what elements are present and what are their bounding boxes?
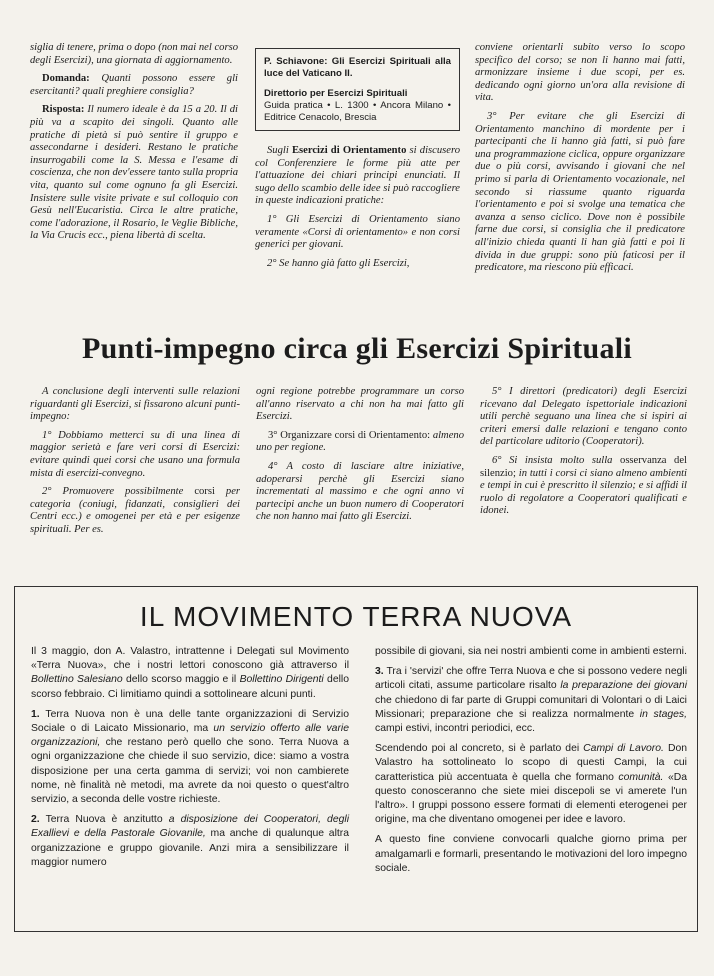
- tn-point-2-number: 2.: [31, 814, 40, 826]
- tn-intro-e: dello scorso febbraio. Ci limitiamo quindi a sottolineare alcuni punti.: [31, 674, 350, 700]
- commitment-5: 5° I direttori (predicatori) degli Esercizi ricevano dal Delegato ispettoriale indicazioni utili perchè seguano una linea che si ispiri ai criteri emersi dalle relazioni e tengano conto del particolare uditorio (Cooperatori).: [480, 386, 687, 448]
- tn-point-3-e: campi estivi, incontri periodici, ecc.: [375, 723, 535, 735]
- tn-point-2-a: Terra Nuova è anzitutto: [45, 814, 163, 826]
- answer-label: Risposta:: [42, 104, 85, 116]
- book-title: P. Schiavone: Gli Esercizi Spirituali alla luce del Vaticano II.: [264, 56, 451, 79]
- tn-intro-a: Il 3 maggio, don A. Valastro, intrattenne i Delegati sul Movimento «Terra Nuova», che i nostri lettori conoscono già attraverso il: [31, 646, 349, 672]
- answer-paragraph: [30, 104, 238, 243]
- tn-point-3-c: che chiedono di far parte di Gruppi comunitari di Volontari o di Laici Missionari; preparazione che si realizza normalmente: [375, 694, 687, 720]
- commitment-2-lead: 2° Promuovere possibilmente: [42, 486, 184, 498]
- commitment-3-lead: 3° Organizzare corsi di Orientamento:: [268, 429, 431, 441]
- commitment-6: [480, 455, 687, 518]
- tn-intro-b: Bollettino Salesiano: [31, 674, 123, 686]
- tn-intro: [31, 645, 349, 702]
- orientation-intro-lead: Sugli: [267, 145, 289, 156]
- tn-point-3: [375, 665, 687, 736]
- question-label: Domanda:: [42, 73, 90, 85]
- section-headline: Punti-impegno circa gli Esercizi Spirituali: [81, 332, 633, 365]
- tn-intro-c: dello scorso maggio e il: [126, 674, 237, 686]
- tn-point-1-c: che restano però quello che sono. Terra Nuova a ogni organizzazione che chiede il suo servizio, dice: siamo a vostra disposizione per una certa gamma di servizi; voi non cambierete nome, nè finalità nè metodi, ma avrete da noi questo o quest'altro servizio, a seconda delle vostre richieste.: [31, 737, 349, 806]
- top-column-2: [255, 48, 460, 276]
- tn-point-1-number: 1.: [31, 708, 40, 720]
- tn-point-2: [31, 813, 349, 870]
- commitment-3: [256, 430, 464, 455]
- tn-intro-d: Bollettino Dirigenti: [239, 674, 324, 686]
- tn-point-1-b: un servizio offerto alle varie organizzazioni,: [31, 723, 349, 749]
- tn-point-3-number: 3.: [375, 666, 384, 678]
- terra-nuova-box: [14, 586, 698, 932]
- tn-conclusion: A questo fine conviene convocarli qualche giorno prima per amalgamarli e formarli, presentando le motivazioni del loro impegno sociale.: [375, 834, 687, 874]
- tn-point-3-d: in stages,: [639, 708, 687, 720]
- tn-work-camps: [375, 742, 687, 827]
- commitment-2-cont: ogni regione potrebbe programmare un corso all'anno riservato a chi non ha mai fatto gli Esercizi.: [256, 386, 464, 423]
- commitment-3-rest: almeno uno per regione.: [256, 429, 464, 454]
- book-reference-box: [255, 48, 460, 131]
- tn-work-camps-e: «Da questo conosceranno che siete miei discepoli se vi amerete l'un l'altro». I gruppi possono essere formati di elementi eterogenei per origine, ma che diventano omogenei per idee e lavoro.: [375, 771, 688, 826]
- mid-column-1: [30, 386, 240, 543]
- terra-nuova-title: IL MOVIMENTO TERRA NUOVA: [139, 601, 573, 632]
- tn-work-camps-c: Don Valastro ha sottolineato lo scopo di questi Campi, la cui caratteristica più accentuata è quella che formano: [375, 743, 687, 783]
- orientation-intro: [255, 145, 460, 208]
- commitment-6-lead: 6° Si insista molto sulla: [492, 454, 613, 466]
- answer-text: Il numero ideale è da 15 a 20. Il di più va a scapito dei singoli. Quanto alle pratiche di pietà si può sentire il gruppo e assecondarne i desideri. Restano le pratiche insurrogabili come la S. Messa e l'esame di coscienza, che non dev'essere tanto sulla propria vita, quanto sul come ognuno fa gli Esercizi. Insistere sulle visite private e sul colloquio con Gesù nell'Eucaristia. Circa le altre pratiche, come l'adorazione, il Rosario, le Veglie Bibliche, la Via Crucis ecc., piena libertà di scelta.: [30, 104, 238, 242]
- tn-work-camps-a: Scendendo poi al concreto, si è parlato dei: [375, 743, 580, 755]
- mid-column-3: [480, 386, 687, 524]
- tn-point-1: [31, 708, 349, 807]
- commitment-4: 4° A costo di lasciare altre iniziative, adoperarsi perchè gli Esercizi siano incrementati al massimo e che ogni anno vi partecipi anche un buon numero di Cooperatori che non hanno mai fatto gli Esercizi.: [256, 460, 464, 523]
- tn-point-3-b: la preparazione dei giovani: [560, 680, 687, 692]
- top-column-3: [475, 42, 685, 281]
- tn-point-2-c: ma anche di qualunque altra organizzazione e gruppo giovanile. Anzi mira a sensibilizzare il maggior numero: [31, 828, 349, 868]
- commitment-2-term: corsi: [194, 486, 215, 498]
- question-paragraph: [30, 73, 238, 98]
- tn-point-2-cont: possibile di giovani, sia nei nostri ambienti come in ambienti esterni.: [375, 646, 687, 657]
- tn-point-1-a: Terra Nuova non è una delle tante organizzazioni di Servizio Sociale o di Laicato Missionario, ma: [31, 708, 350, 735]
- commitment-6-rest: in tutti i corsi ci siano almeno ambienti e tempi in cui è prescritto il silenzio; e si affidi il ruolo di regolatore a Cooperatori qualificati e idonei.: [480, 467, 688, 517]
- terra-nuova-column-2: [375, 645, 687, 882]
- top-column-1: [30, 42, 238, 249]
- tn-work-camps-b: Campi di Lavoro.: [583, 743, 664, 755]
- tn-point-3-a: Tra i 'servizi' che offre Terra Nuova e che si possono vedere negli articoli citati, assume particolare risalto: [375, 666, 688, 692]
- orientation-point-3: 3° Per evitare che gli Esercizi di Orientamento manchino di mordente per i partecipanti che li hanno già fatti, si può fare una programmazione ciclica, oppure organizzare due o più corsi, avvisando i giovani che nel primo si parla di Orientamento vocazionale, nel secondo si riassume quanto riguarda l'orientamento e poi si svolge una tematica che avanza a senso ciclico. Dove non è possibile farne due corsi, si consiglia che il predicatore all'inizio chieda quanti li han già fatti e poi li divida in due gruppi: sono più faticosi per il predicatore, ma riescono più efficaci.: [475, 110, 685, 274]
- mid-column-2: [256, 386, 464, 530]
- orientation-point-2: 2° Se hanno già fatto gli Esercizi,: [267, 257, 410, 269]
- orientation-intro-rest: si discusero col Conferenziere le forme più atte per l'attuazione dei chiari principi enunciati. Il sugo dello scambio delle idee si può raccogliere in queste indicazioni pratiche:: [255, 145, 460, 207]
- commitment-2: [30, 486, 240, 536]
- commitment-6-term: osservanza del silenzio;: [480, 454, 687, 479]
- orientation-term: Esercizi di Orientamento: [291, 145, 407, 156]
- commitment-2-rest: per categoria (coniugi, fidanzati, consiglieri dei Centri ecc.) e omogenei per età e per esigenze spirituali. Per es.: [30, 486, 241, 535]
- commitment-1: 1° Dobbiamo metterci su di una linea di maggior serietà e fare veri corsi di Esercizi: evitare quindi quei corsi che usano una formula mista di esercizi-convegno.: [30, 429, 240, 479]
- question-text: Quanti possono essere gli esercitanti? quali preghiere consiglia?: [30, 73, 238, 97]
- book-subtitle: Direttorio per Esercizi Spirituali: [264, 88, 408, 99]
- tn-work-camps-d: comunità.: [618, 771, 664, 783]
- book-publisher: Guida pratica • L. 1300 • Ancora Milano • Editrice Cenacolo, Brescia: [264, 100, 451, 123]
- tn-point-2-b: a disposizione dei Cooperatori, degli Exallievi e della Pastorale Giovanile,: [31, 814, 350, 840]
- top-col1-intro: siglia di tenere, prima o dopo (non mai nel corso degli Esercizi), una giornata di aggiornamento.: [30, 42, 238, 66]
- commitments-intro: A conclusione degli interventi sulle relazioni riguardanti gli Esercizi, si fissarono alcuni punti-impegno:: [30, 386, 240, 423]
- orientation-point-2-cont: conviene orientarli subito verso lo scopo specifico del corso; se non li hanno mai fatti, armonizzare insieme i due scopi, per es. dedicando ogni giorno un'ora alla revisione di vita.: [475, 42, 685, 104]
- terra-nuova-column-1: [31, 645, 349, 876]
- orientation-point-1: 1° Gli Esercizi di Orientamento siano veramente «Corsi di orientamento» e non corsi generici per giovani.: [255, 213, 460, 251]
